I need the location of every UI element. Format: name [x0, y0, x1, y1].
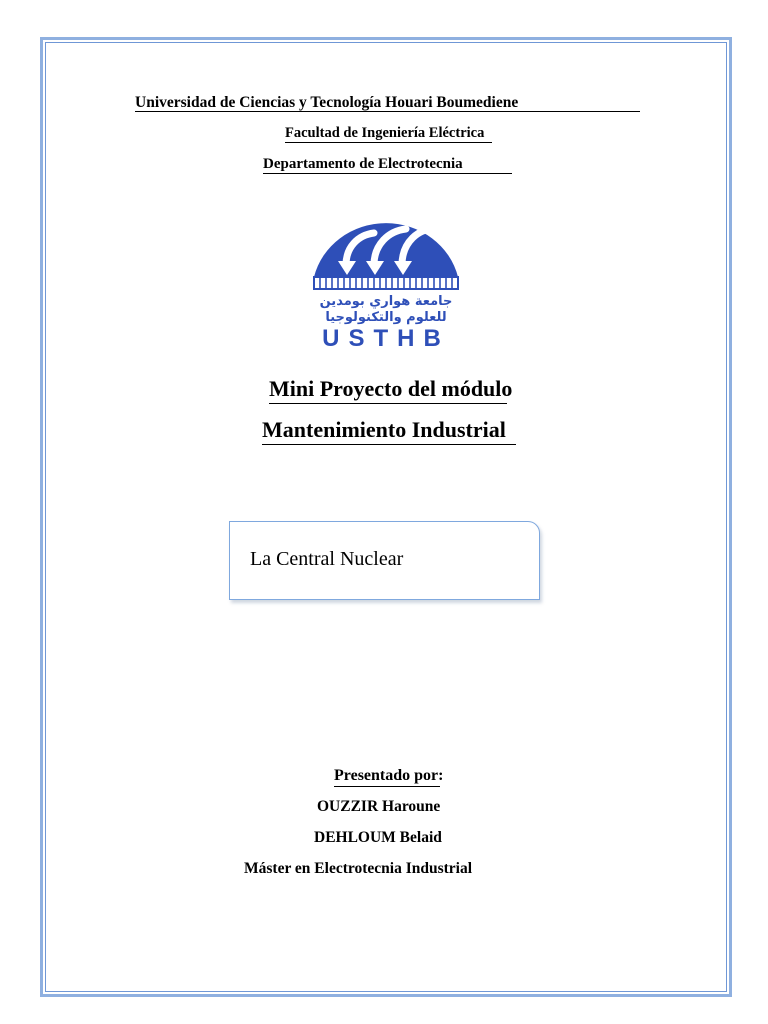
presented-by-underline: [334, 786, 440, 787]
department-name: Departamento de Electrotecnia: [263, 156, 463, 172]
university-underline: [135, 111, 640, 112]
presented-by-label: Presentado por:: [334, 767, 444, 784]
subject-box: [229, 521, 540, 600]
logo-arabic-line2: للعلوم والتكنولوجيا: [325, 310, 447, 325]
page-border-inner: [45, 42, 727, 992]
logo-arabic-line1: جامعة هواري بومدين: [319, 294, 453, 309]
usthb-logo: [310, 195, 466, 360]
faculty-underline: [285, 142, 492, 143]
title-line-1: Mini Proyecto del módulo: [269, 376, 513, 401]
degree-program: Máster en Electrotecnia Industrial: [244, 860, 473, 877]
faculty-name: Facultad de Ingeniería Eléctrica: [285, 125, 485, 141]
title-line-1-underline: [269, 403, 507, 404]
title-line-2: Mantenimiento Industrial: [262, 417, 506, 442]
author-name-2: DEHLOUM Belaid: [314, 829, 442, 846]
university-name: Universidad de Ciencias y Tecnología Houari Boumediene: [135, 94, 519, 111]
logo-acronym: USTHB: [322, 325, 450, 352]
author-name-1: OUZZIR Haroune: [317, 798, 441, 815]
department-underline: [263, 173, 512, 174]
subject-title: La Central Nuclear: [250, 548, 404, 570]
title-line-2-underline: [262, 444, 516, 445]
